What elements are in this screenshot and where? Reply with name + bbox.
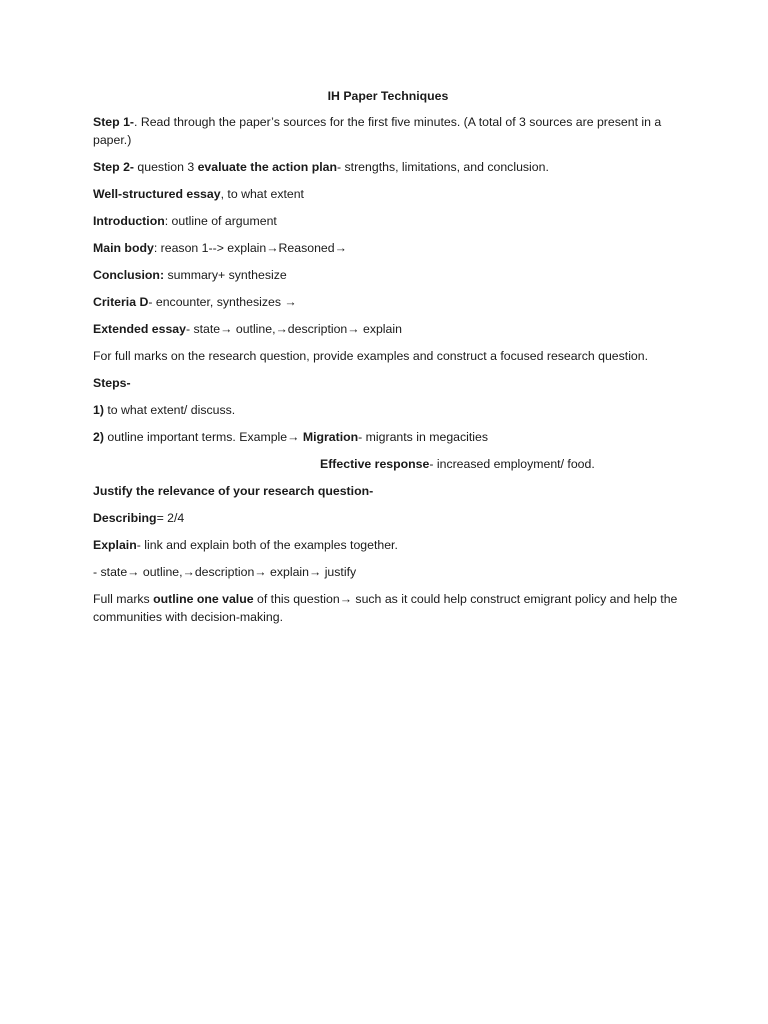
introduction-label: Introduction: [93, 214, 165, 228]
step-2-emphasis: evaluate the action plan: [197, 160, 337, 174]
main-body-label: Main body: [93, 241, 154, 255]
explain-text: - link and explain both of the examples together.: [136, 538, 398, 552]
paragraph-main-body: [93, 239, 683, 257]
paragraph-well-structured: [93, 185, 683, 203]
extended-essay-text: - state→ outline,→description→ explain: [185, 322, 402, 336]
paragraph-justify-heading: Justify the relevance of your research question-: [93, 484, 374, 498]
step-1-text: . Read through the paper’s sources for the first five minutes. (A total of 3 sources are present in a paper.): [93, 115, 662, 147]
migration-label: Migration: [302, 430, 359, 444]
conclusion-label: Conclusion:: [93, 268, 165, 282]
well-structured-label: Well-structured essay: [93, 187, 221, 201]
paragraph-full-marks-value: [93, 590, 683, 626]
step-2-label: Step 2-: [93, 160, 134, 174]
step-1-label: Step 1-: [93, 115, 134, 129]
describing-text: = 2/4: [156, 511, 185, 525]
step-item-1-text: to what extent/ discuss.: [103, 403, 236, 417]
step-item-2-text-b: - migrants in megacities: [358, 430, 489, 444]
step-item-1-number: 1): [93, 403, 104, 417]
effective-response-label: Effective response: [320, 457, 430, 471]
paragraph-effective-response: [93, 455, 683, 473]
document-title: IH Paper Techniques: [327, 89, 449, 103]
paragraph-step-2: [93, 158, 683, 176]
paragraph-describing: [93, 509, 683, 527]
paragraph-explain: [93, 536, 683, 554]
introduction-text: : outline of argument: [164, 214, 277, 228]
paragraph-criteria-d: [93, 293, 683, 311]
extended-essay-label: Extended essay: [93, 322, 186, 336]
step-item-2-number: 2): [93, 430, 104, 444]
paragraph-conclusion: [93, 266, 683, 284]
paragraph-steps-heading: Steps-: [93, 376, 131, 390]
paragraph-extended-essay: [93, 320, 683, 338]
paragraph-sequence: - state→ outline,→description→ explain→ justify: [93, 565, 357, 579]
main-body-text: : reason 1--> explain→Reasoned→: [153, 241, 347, 255]
document-body: [93, 87, 683, 635]
paragraph-full-marks-research: For full marks on the research question, provide examples and construct a focused research question.: [93, 349, 649, 363]
criteria-d-text: - encounter, synthesizes →: [148, 295, 297, 309]
paragraph-step-1: [93, 113, 683, 149]
paragraph-step-item-1: [93, 401, 683, 419]
full-marks-text-b: of this question→ such as it could help construct emigrant policy and help the communities with decision-making.: [93, 592, 678, 624]
explain-label: Explain: [93, 538, 137, 552]
paragraph-step-item-2: [93, 428, 683, 446]
step-2-text-b: - strengths, limitations, and conclusion.: [337, 160, 549, 174]
conclusion-text: summary+ synthesize: [164, 268, 287, 282]
paragraph-introduction: [93, 212, 683, 230]
well-structured-text: , to what extent: [220, 187, 304, 201]
outline-one-value-label: outline one value: [153, 592, 254, 606]
full-marks-text-a: Full marks: [93, 592, 154, 606]
step-2-text-a: question 3: [134, 160, 198, 174]
effective-response-text: - increased employment/ food.: [429, 457, 595, 471]
criteria-d-label: Criteria D: [93, 295, 149, 309]
step-item-2-text-a: outline important terms. Example→: [103, 430, 303, 444]
describing-label: Describing: [93, 511, 157, 525]
